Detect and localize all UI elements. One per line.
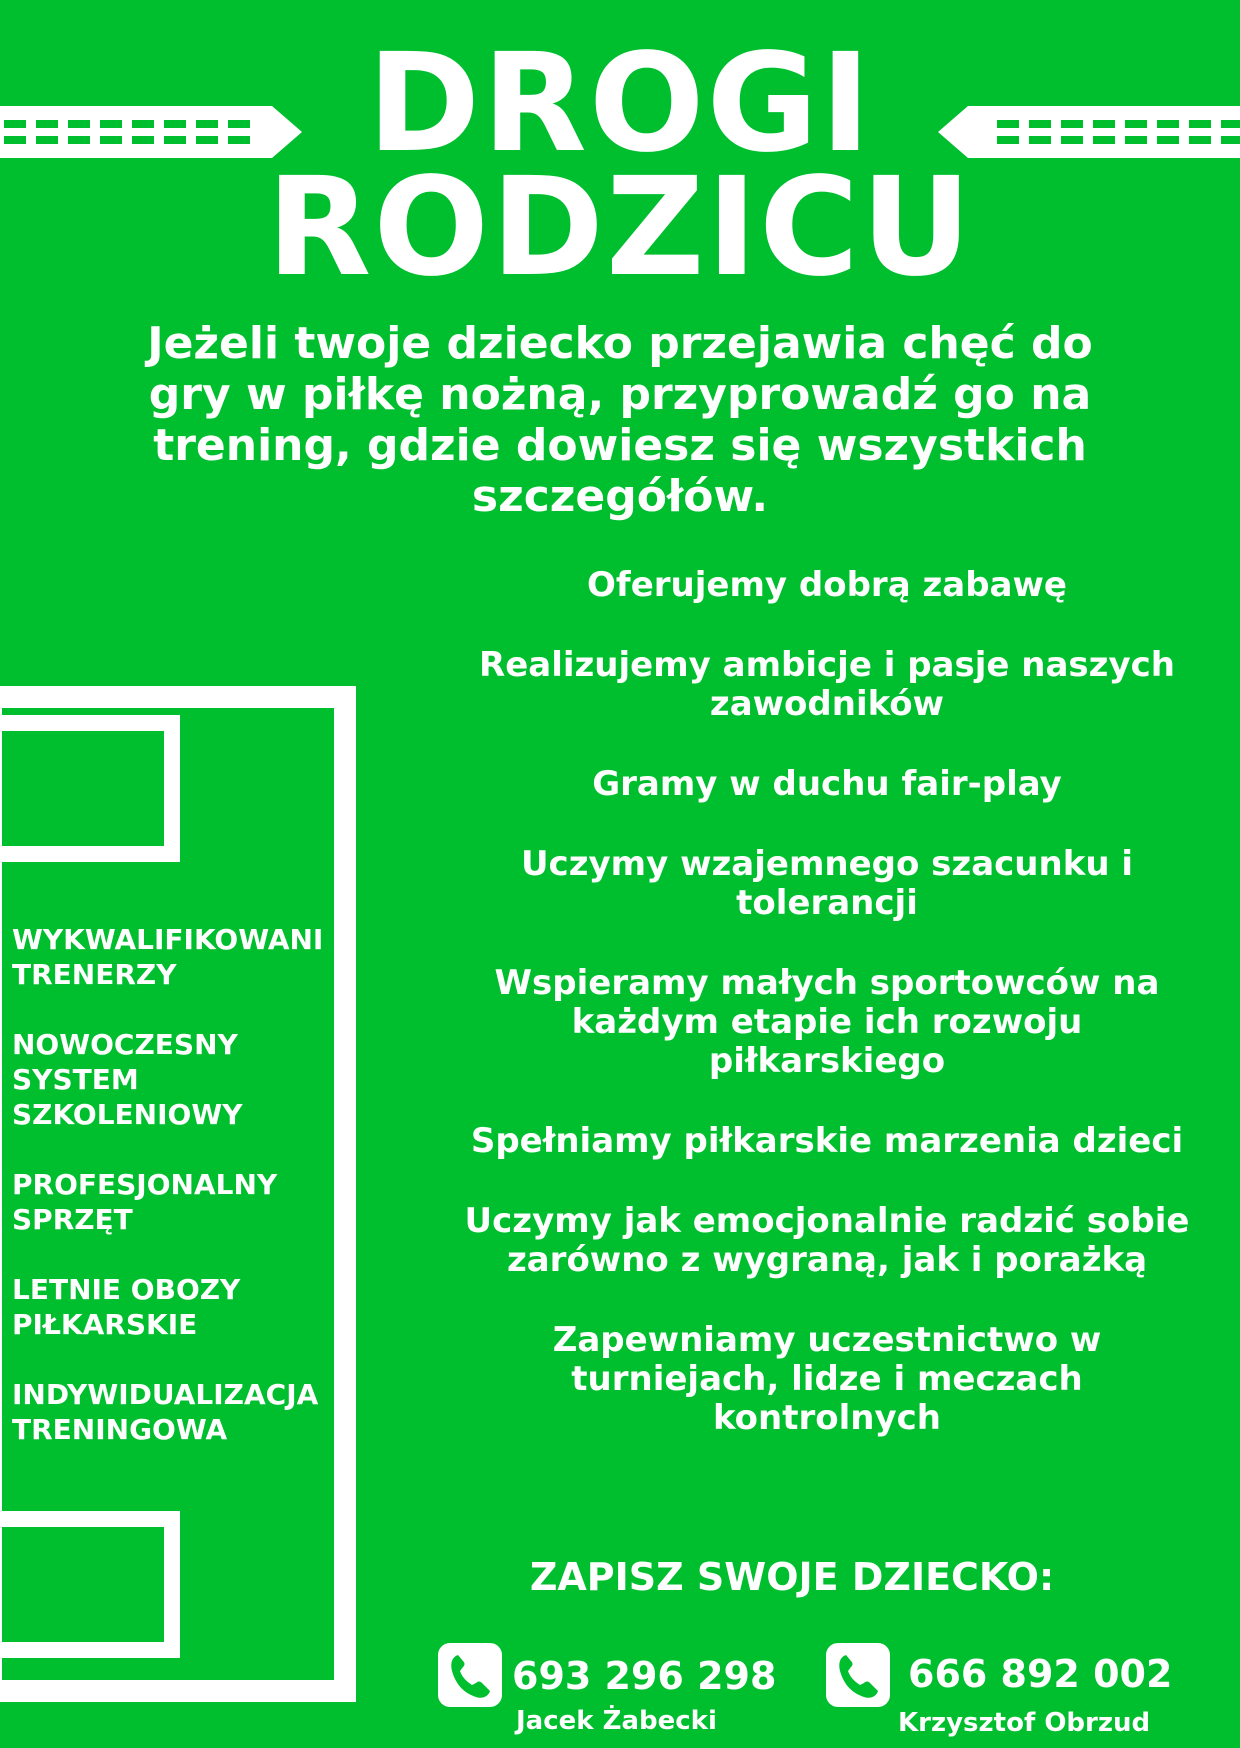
field-box-bottom <box>0 1511 180 1658</box>
phone-icon <box>826 1643 890 1707</box>
offer-item: Realizujemy ambicje i pasje naszych zawodników <box>479 645 1175 724</box>
title-line-1: DROGI <box>367 25 873 183</box>
offer-item: Wspieramy małych sportowców na każdym etapie ich rozwoju piłkarskiego <box>494 963 1160 1081</box>
contact-name: Jacek Żabecki <box>516 1706 717 1736</box>
title-line-2: RODZICU <box>266 149 974 307</box>
contact-phone[interactable]: 693 296 298 <box>512 1654 777 1698</box>
offer-item: Uczymy jak emocjonalnie radzić sobie zarówno z wygraną, jak i porażką <box>464 1201 1190 1280</box>
contact-name: Krzysztof Obrzud <box>898 1708 1151 1738</box>
field-box-top <box>0 715 180 862</box>
feature-item: INDYWIDUALIZACJA TRENINGOWA <box>12 1378 319 1446</box>
signup-heading: ZAPISZ SWOJE DZIECKO: <box>529 1555 1055 1599</box>
offer-item: Spełniamy piłkarskie marzenia dzieci <box>470 1121 1184 1161</box>
feature-item: PROFESJONALNY SPRZĘT <box>12 1168 278 1236</box>
offer-item: Zapewniamy uczestnictwo w turniejach, lidze i meczach kontrolnych <box>552 1320 1102 1438</box>
contact-phone[interactable]: 666 892 002 <box>908 1652 1173 1696</box>
offer-item: Uczymy wzajemnego szacunku i tolerancji <box>520 844 1134 923</box>
feature-item: NOWOCZESNY SYSTEM SZKOLENIOWY <box>12 1028 243 1131</box>
features-list <box>12 922 324 1447</box>
feature-item: LETNIE OBOZY PIŁKARSKIE <box>12 1273 241 1341</box>
feature-item: WYKWALIFIKOWANI TRENERZY <box>12 923 324 991</box>
intro-text: Jeżeli twoje dziecko przejawia chęć do gry w piłkę nożną, przyprowadź go na trening, gdzie dowiesz się wszystkich szczegółów. <box>147 318 1093 522</box>
phone-icon <box>438 1643 502 1707</box>
offers-list <box>452 566 1202 1438</box>
offer-item: Oferujemy dobrą zabawę <box>587 565 1067 605</box>
offer-item: Gramy w duchu fair-play <box>592 764 1062 804</box>
